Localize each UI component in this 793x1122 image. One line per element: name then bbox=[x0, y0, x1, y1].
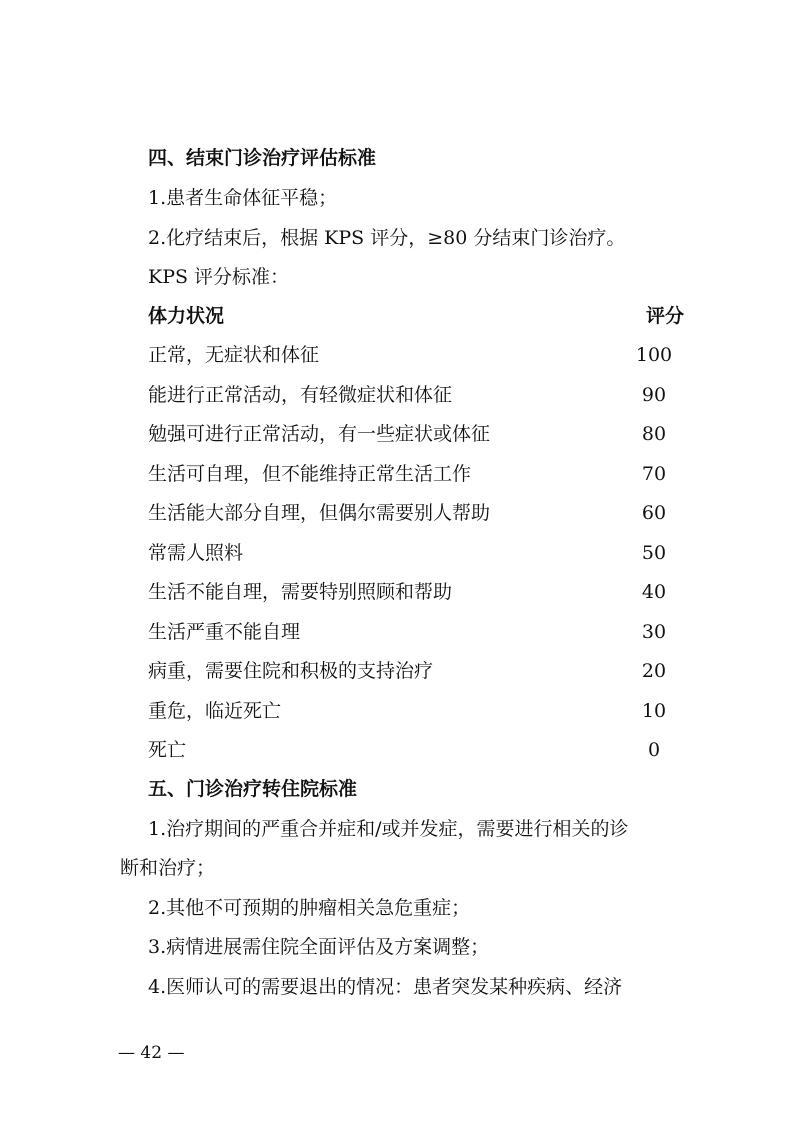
kps-intro: KPS 评分标准： bbox=[148, 266, 290, 288]
kps-table-header bbox=[148, 304, 684, 328]
section5-item-2: 2.其他不可预期的肿瘤相关急危重症； bbox=[148, 897, 471, 919]
kps-row bbox=[148, 343, 684, 367]
section4-item-2: 2.化疗结束后，根据 KPS 评分，≥80 分结束门诊治疗。 bbox=[148, 227, 626, 249]
kps-row bbox=[148, 383, 684, 407]
kps-score: 80 bbox=[641, 423, 667, 445]
kps-row bbox=[148, 422, 684, 446]
kps-score: 20 bbox=[641, 660, 667, 682]
kps-condition: 常需人照料 bbox=[148, 542, 244, 564]
section5-item-4: 4.医师认可的需要退出的情况：患者突发某种疾病、经济 bbox=[148, 976, 623, 998]
kps-condition: 正常，无症状和体征 bbox=[148, 344, 320, 366]
kps-condition: 死亡 bbox=[148, 739, 187, 761]
section4-item-1: 1.患者生命体征平稳； bbox=[148, 187, 338, 209]
kps-score: 40 bbox=[641, 581, 667, 603]
kps-condition: 勉强可进行正常活动，有一些症状或体征 bbox=[148, 423, 491, 445]
kps-condition: 病重，需要住院和积极的支持治疗 bbox=[148, 660, 434, 682]
kps-condition: 生活能大部分自理，但偶尔需要别人帮助 bbox=[148, 502, 491, 524]
page-number: — 42 — bbox=[118, 1043, 185, 1063]
kps-condition: 生活可自理，但不能维持正常生活工作 bbox=[148, 463, 472, 485]
section4-heading: 四、结束门诊治疗评估标准 bbox=[148, 147, 377, 169]
kps-row bbox=[148, 580, 684, 604]
kps-header-condition: 体力状况 bbox=[148, 305, 225, 327]
kps-condition: 生活严重不能自理 bbox=[148, 621, 301, 643]
kps-score: 90 bbox=[641, 384, 667, 406]
kps-condition: 生活不能自理，需要特别照顾和帮助 bbox=[148, 581, 453, 603]
kps-row bbox=[148, 462, 684, 486]
kps-row bbox=[148, 501, 684, 525]
kps-header-score: 评分 bbox=[645, 305, 684, 327]
kps-row bbox=[148, 699, 684, 723]
kps-score: 0 bbox=[647, 739, 661, 761]
kps-score: 30 bbox=[641, 621, 667, 643]
kps-score: 70 bbox=[641, 463, 667, 485]
kps-row bbox=[148, 620, 684, 644]
kps-score: 50 bbox=[641, 542, 667, 564]
kps-row bbox=[148, 738, 684, 762]
section5-item-1-line-2: 断和治疗； bbox=[120, 857, 216, 879]
section5-item-3: 3.病情进展需住院全面评估及方案调整； bbox=[148, 936, 490, 958]
kps-condition: 重危，临近死亡 bbox=[148, 700, 282, 722]
kps-condition: 能进行正常活动，有轻微症状和体征 bbox=[148, 384, 453, 406]
kps-row bbox=[148, 541, 684, 565]
section5-item-1-line-1: 1.治疗期间的严重合并症和/或并发症，需要进行相关的诊 bbox=[148, 818, 629, 840]
kps-row bbox=[148, 659, 684, 683]
kps-score: 60 bbox=[641, 502, 667, 524]
section5-heading: 五、门诊治疗转住院标准 bbox=[148, 778, 358, 800]
kps-score: 10 bbox=[641, 700, 667, 722]
kps-score: 100 bbox=[635, 344, 673, 366]
